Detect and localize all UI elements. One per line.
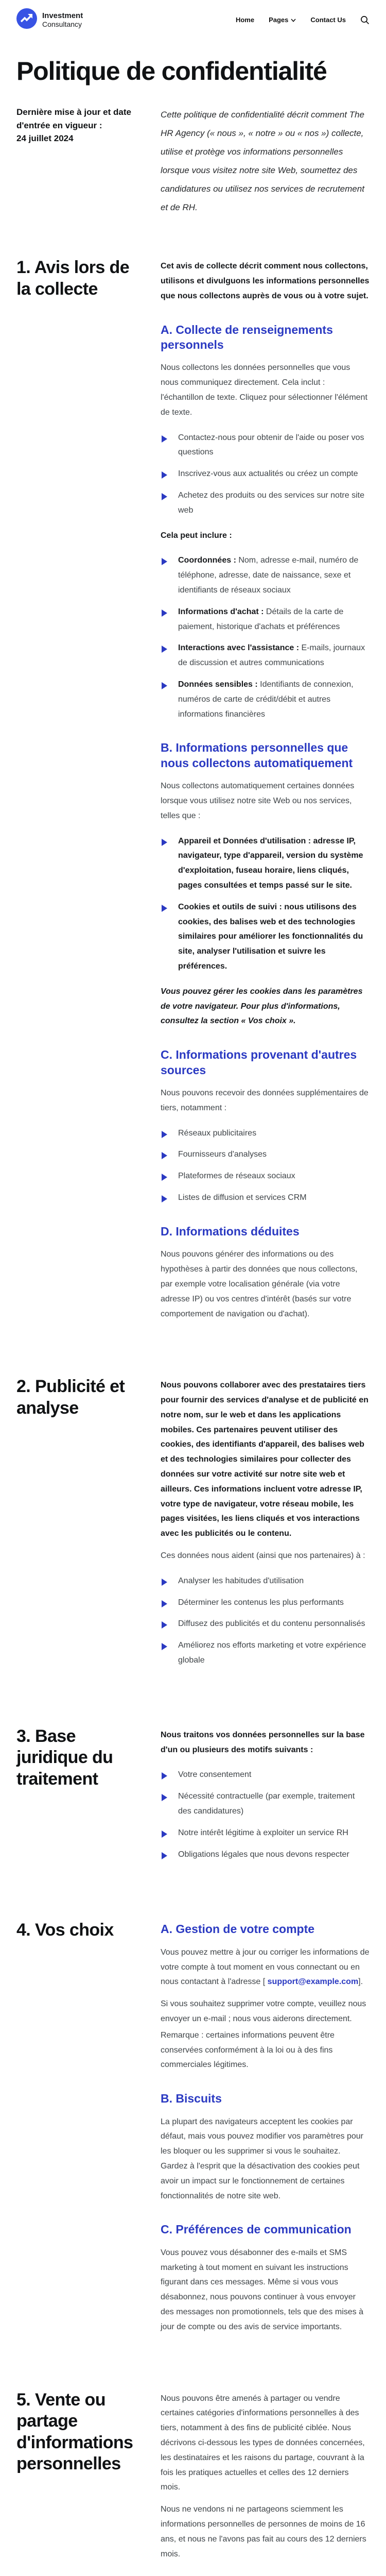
bullet-text: Appareil et Données d'utilisation : adresse IP, navigateur, type d'appareil, version du système d'exploitation, fuseau horaire, liens cliqués, pages consultées et temps passé sur le site. [178, 836, 363, 890]
subsection-heading: C. Préférences de communication [161, 2223, 352, 2236]
section-body [161, 1726, 370, 1873]
bullet-item [161, 900, 370, 974]
paragraph-text: Vous pouvez mettre à jour ou corriger les informations de votre compte à tout moment en vous connectant ou en nous contactant à l'adresse [ [161, 1947, 370, 1987]
bullet-text: Fournisseurs d'analyses [178, 1150, 267, 1159]
bullet-lead: Coordonnées : [178, 556, 236, 565]
paragraph: Nous pouvons recevoir des données supplémentaires de tiers, notamment : [161, 1089, 369, 1112]
bullet-lead: Informations d'achat : [178, 607, 264, 616]
nav-pages-label: Pages [269, 16, 289, 24]
policy-section [0, 1920, 386, 2342]
main-nav [236, 15, 370, 25]
subsection-heading: D. Informations déduites [161, 1224, 300, 1238]
paragraph-with-link [161, 1945, 370, 1990]
bullet-list [161, 553, 370, 722]
bullet-list [161, 1574, 370, 1668]
paragraph: Nous traitons vos données personnelles sur la base d'un ou plusieurs des motifs suivants : [161, 1730, 365, 1754]
last-updated-date: 24 juillet 2024 [16, 133, 74, 143]
bullet-text: Nom, adresse e-mail, numéro de téléphone, adresse, date de naissance, sexe et identifiants de réseaux sociaux [178, 556, 359, 595]
bullet-item [161, 1848, 370, 1862]
bullet-list [161, 1126, 370, 1206]
bullet-item [161, 1617, 370, 1632]
nav-home[interactable] [236, 16, 254, 24]
subsection-heading: C. Informations provenant d'autres sources [161, 1048, 357, 1077]
page-title: Politique de confidentialité [16, 57, 327, 86]
search-icon[interactable] [360, 15, 370, 25]
nav-home-label: Home [235, 16, 255, 24]
bullet-text: Analyser les habitudes d'utilisation [178, 1576, 304, 1585]
bullet-text: Inscrivez-vous aux actualités ou créez un compte [178, 469, 358, 479]
nav-contact-label: Contact Us [310, 16, 346, 24]
bullet-text: Plateformes de réseaux sociaux [178, 1172, 295, 1181]
bullet-lead: Interactions avec l'assistance : [178, 643, 300, 653]
bullet-item [161, 1147, 370, 1162]
intro-row [0, 106, 386, 217]
paragraph: La plupart des navigateurs acceptent les cookies par défaut, mais vous pouvez modifier vos paramètres pour les bloquer ou les supprimer si vous le souhaitez. Gardez à l'esprit que la désactivation des cookies peut avoir un impact sur le fonctionnement de certaines fonctionnalités de notre site web. [161, 2117, 363, 2200]
section-body [161, 1376, 370, 1679]
bullet-item [161, 677, 370, 722]
brand-line1: Investment [42, 11, 83, 20]
intro-lead: Cette politique de confidentialité décrit comment The HR Agency (« nous », « notre » ou « nos ») collecte, utilise et protège vos informations personnelles lorsque vous visitez notre site Web, soumettez des candidatures ou utilisez nos services de recrutement et de RH. [161, 110, 364, 213]
section-body [161, 2389, 370, 2569]
paragraph: Vous pouvez gérer les cookies dans les paramètres de votre navigateur. Pour plus d'informations, consultez la section « Vos choix ». [161, 987, 363, 1026]
bullet-text: Listes de diffusion et services CRM [178, 1193, 307, 1202]
bullet-text: Cookies et outils de suivi : nous utilisons des cookies, des balises web et des technologies similaires pour améliorer les fonctionnalités du site, analyser l'utilisation et suivre les préférences. [178, 902, 363, 971]
subsection-heading: B. Informations personnelles que nous collectons automatiquement [161, 741, 353, 770]
brand-logo[interactable] [16, 8, 83, 31]
paragraph-line: Si vous souhaitez supprimer votre compte, veuillez nous envoyer un e-mail ; nous vous aiderons directement. [161, 1999, 366, 2024]
paragraph: Ces données nous aident (ainsi que nos partenaires) à : [161, 1551, 365, 1561]
policy-content [0, 257, 386, 2576]
bullet-text: Améliorez nos efforts marketing et votre expérience globale [178, 1641, 366, 1665]
bullet-item [161, 1126, 370, 1141]
bullet-text: Réseaux publicitaires [178, 1128, 257, 1138]
bullet-list [161, 431, 370, 518]
bullet-text: Achetez des produits ou des services sur notre site web [178, 491, 364, 515]
bullet-text: Identifiants de connexion, numéros de carte de crédit/débit et autres informations financières [178, 680, 354, 719]
bullet-text: Diffusez des publicités et du contenu personnalisés [178, 1619, 365, 1629]
paragraph: Nous collectons les données personnelles que vous nous communiquez directement. Cela inclut : l'échantillon de texte. Cliquez pour sélectionner l'élément de texte. [161, 363, 367, 417]
paragraph: Nous pouvons être amenés à partager ou vendre certaines catégories d'informations personnelles à des tiers, notamment à des fins de publicité ciblée. Nous décrivons ci-dessous les types de données concernées, les destinataires et les raisons du partage, couvrant à la fois les pratiques actuelles et celles des 12 derniers mois. [161, 2394, 365, 2492]
paragraph-group [161, 1997, 370, 2073]
bullet-item [161, 1191, 370, 1206]
last-updated [16, 106, 145, 217]
bullet-text: Votre consentement [178, 1770, 252, 1780]
section-heading: 2. Publicité et analyse [16, 1377, 125, 1418]
paragraph-text: ]. [358, 1977, 363, 1987]
section-heading: 4. Vos choix [16, 1920, 114, 1940]
bullet-item [161, 1768, 370, 1783]
policy-section [0, 2389, 386, 2569]
paragraph: Vous pouvez vous désabonner des e-mails et SMS marketing à tout moment en suivant les instructions figurant dans ces messages. Même si vous vous désabonnez, nous pouvons continuer à vous envoyer des messages non promotionnels, tels que des mises à jour de compte ou des avis de service importants. [161, 2248, 363, 2331]
policy-section [0, 1376, 386, 1679]
bullet-item [161, 1789, 370, 1819]
bullet-list [161, 834, 370, 974]
paragraph: Cet avis de collecte décrit comment nous collectons, utilisons et divulguons les informations personnelles que nous collectons auprès de vous ou à votre sujet. [161, 262, 370, 300]
bullet-text: Nécessité contractuelle (par exemple, traitement des candidatures) [178, 1792, 355, 1816]
bullet-item [161, 467, 370, 482]
bullet-item [161, 1826, 370, 1841]
bullet-text: Détails de la carte de paiement, historique d'achats et préférences [178, 607, 344, 631]
nav-pages[interactable] [269, 16, 296, 24]
nav-contact-us[interactable] [310, 16, 346, 24]
subsection-heading: B. Biscuits [161, 2092, 222, 2106]
top-navigation-bar [0, 0, 386, 38]
bullet-item [161, 1596, 370, 1611]
support-email-link[interactable]: support@example.com [267, 1977, 359, 1987]
last-updated-label: Dernière mise à jour et date d'entrée en vigueur : [16, 107, 131, 130]
bullet-list [161, 1768, 370, 1862]
bullet-item [161, 605, 370, 635]
bullet-item [161, 834, 370, 893]
paragraph: Nous ne vendons ni ne partageons sciemment les informations personnelles de personnes de moins de 16 ans, et nous ne l'avons pas fait au cours des 12 derniers mois. [161, 2505, 366, 2558]
section-body [161, 257, 370, 1329]
section-heading: 3. Base juridique du traitement [16, 1726, 113, 1789]
bullet-item [161, 1574, 370, 1589]
bullet-item [161, 488, 370, 518]
bullet-item [161, 641, 370, 671]
chevron-down-icon [291, 16, 296, 24]
bullet-text: E-mails, journaux de discussion et autres communications [178, 643, 365, 668]
paragraph: Nous collectons automatiquement certaines données lorsque vous utilisez notre site Web ou nos services, telles que : [161, 782, 355, 820]
paragraph: Cela peut inclure : [161, 531, 232, 540]
bullet-item [161, 1638, 370, 1668]
section-heading: 5. Vente ou partage d'informations personnelles [16, 2389, 133, 2474]
policy-section [0, 257, 386, 1329]
bullet-item [161, 431, 370, 461]
paragraph: Nous pouvons collaborer avec des prestataires tiers pour fournir des services d'analyse et de publicité en notre nom, sur le web et dans les applications mobiles. Ces partenaires peuvent utiliser des cookies, des identifiants d'appareil, des balises web et des technologies similaires pour collecter des données sur votre activité sur notre site web et ailleurs. Ces informations incluent votre adresse IP, votre type de navigateur, votre réseau mobile, les pages visitées, les liens cliqués et vos interactions avec les publicités ou le contenu. [161, 1381, 369, 1538]
policy-section [0, 1726, 386, 1873]
bullet-text: Déterminer les contenus les plus performants [178, 1598, 344, 1607]
subsection-heading: A. Collecte de renseignements personnels [161, 323, 333, 352]
bullet-lead: Données sensibles : [178, 680, 258, 689]
paragraph-line: Remarque : certaines informations peuvent être conservées conformément à la loi ou à des fins commerciales légitimes. [161, 2030, 335, 2070]
bullet-text: Contactez-nous pour obtenir de l'aide ou poser vos questions [178, 433, 364, 457]
paragraph: Nous pouvons générer des informations ou des hypothèses à partir des données que nous collectons, par exemple votre localisation générale (via votre adresse IP) ou vos centres d'intérêt (basés sur votre comportement de navigation ou d'achat). [161, 1250, 358, 1318]
subsection-heading: A. Gestion de votre compte [161, 1922, 315, 1936]
brand-line2: Consultancy [42, 20, 82, 29]
bullet-text: Notre intérêt légitime à exploiter un service RH [178, 1828, 348, 1837]
bullet-text: Obligations légales que nous devons respecter [178, 1850, 349, 1859]
bullet-item [161, 553, 370, 598]
section-heading: 1. Avis lors de la collecte [16, 258, 130, 299]
brand-name [42, 11, 83, 28]
logo-icon [16, 8, 37, 31]
bullet-item [161, 1169, 370, 1184]
section-body [161, 1920, 370, 2342]
